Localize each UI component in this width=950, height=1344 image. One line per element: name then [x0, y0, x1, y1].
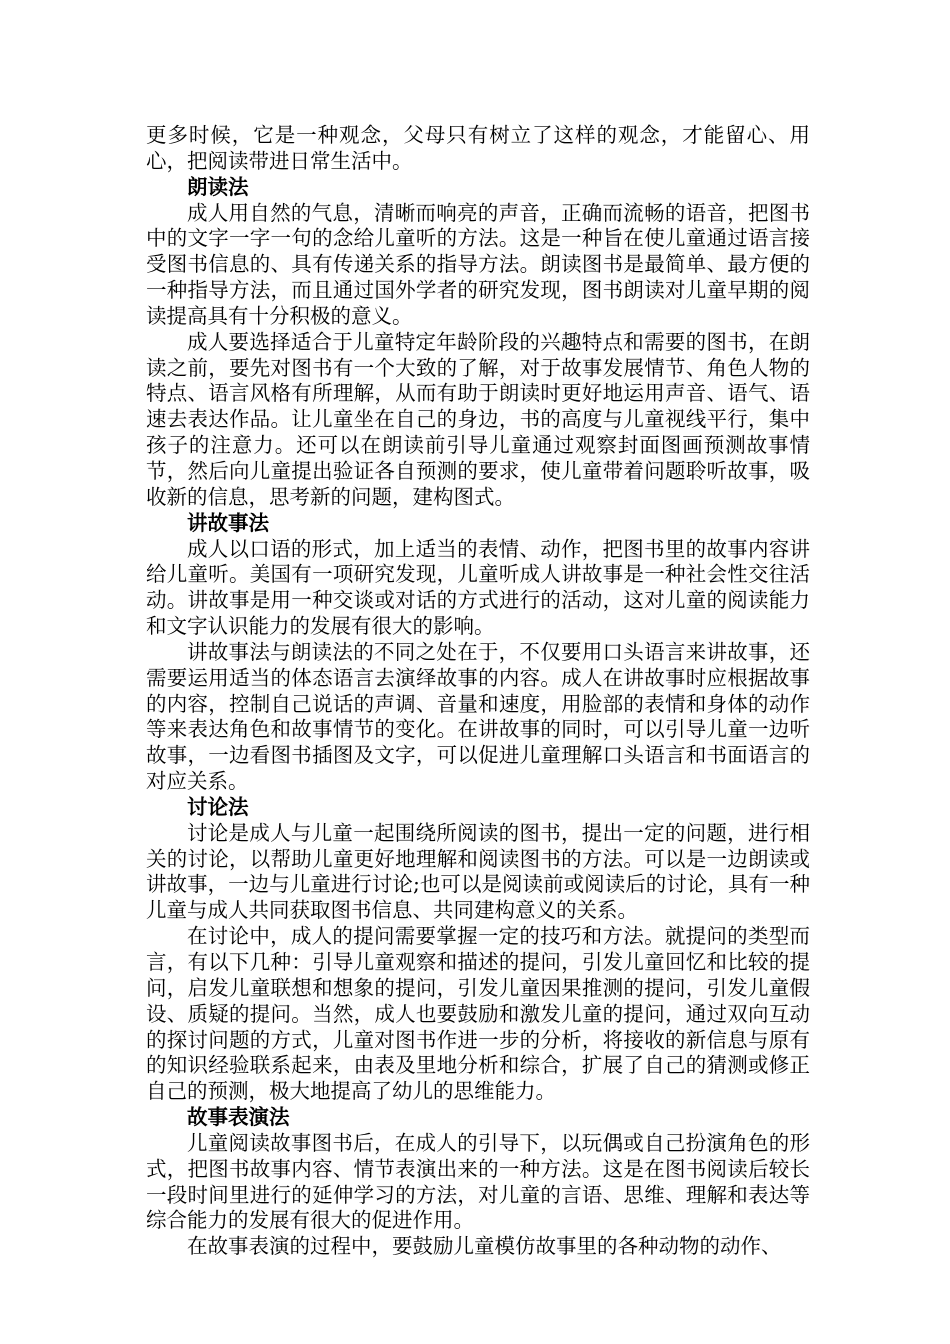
- paragraph-story-performance-1: 儿童阅读故事图书后，在成人的引导下，以玩偶或自己扮演角色的形式，把图书故事内容、情节表演出来的一种方法。这是在图书阅读后较长一段时间里进行的延伸学习的方法，对儿童的言语、思维、理解和表达等综合能力的发展有很大的促进作用。: [146, 1130, 810, 1233]
- heading-storytelling: 讲故事法: [187, 510, 269, 535]
- paragraph-story-performance-2: 在故事表演的过程中，要鼓励儿童模仿故事里的各种动物的动作、: [187, 1234, 782, 1259]
- heading-story-performance: 故事表演法: [187, 1105, 290, 1130]
- document-page: [146, 123, 810, 1260]
- paragraph-storytelling-1: 成人以口语的形式，加上适当的表情、动作，把图书里的故事内容讲给儿童听。美国有一项研究发现，儿童听成人讲故事是一种社会性交往活动。讲故事是用一种交谈或对话的方式进行的活动，这对儿童的阅读能力和文字认识能力的发展有很大的影响。: [146, 536, 810, 639]
- heading-discussion: 讨论法: [187, 794, 249, 819]
- paragraph-reading-aloud-2: 成人要选择适合于儿童特定年龄阶段的兴趣特点和需要的图书，在朗读之前，要先对图书有一个大致的了解，对于故事发展情节、角色人物的特点、语言风格有所理解，从而有助于朗读时更好地运用声音、语气、语速去表达作品。让儿童坐在自己的身边，书的高度与儿童视线平行，集中孩子的注意力。还可以在朗读前引导儿童通过观察封面图画预测故事情节，然后向儿童提出验证各自预测的要求，使儿童带着问题聆听故事，吸收新的信息，思考新的问题，建构图式。: [146, 329, 810, 509]
- heading-reading-aloud: 朗读法: [187, 174, 249, 199]
- paragraph-storytelling-2: 讲故事法与朗读法的不同之处在于，不仅要用口头语言来讲故事，还需要运用适当的体态语言去演绎故事的内容。成人在讲故事时应根据故事的内容，控制自己说话的声调、音量和速度，用脸部的表情和身体的动作等来表达角色和故事情节的变化。在讲故事的同时，可以引导儿童一边听故事，一边看图书插图及文字，可以促进儿童理解口头语言和书面语言的对应关系。: [146, 639, 810, 794]
- paragraph-intro-continued: 更多时候，它是一种观念，父母只有树立了这样的观念，才能留心、用心，把阅读带进日常生活中。: [146, 123, 810, 173]
- paragraph-discussion-1: 讨论是成人与儿童一起围绕所阅读的图书，提出一定的问题，进行相关的讨论，以帮助儿童更好地理解和阅读图书的方法。可以是一边朗读或讲故事，一边与儿童进行讨论;也可以是阅读前或阅读后的讨论，具有一种儿童与成人共同获取图书信息、共同建构意义的关系。: [146, 820, 810, 923]
- paragraph-reading-aloud-1: 成人用自然的气息，清晰而响亮的声音，正确而流畅的语音，把图书中的文字一字一句的念给儿童听的方法。这是一种旨在使儿童通过语言接受图书信息的、具有传递关系的指导方法。朗读图书是最简单、最方便的一种指导方法，而且通过国外学者的研究发现，图书朗读对儿童早期的阅读提高具有十分积极的意义。: [146, 200, 810, 328]
- paragraph-discussion-2: 在讨论中，成人的提问需要掌握一定的技巧和方法。就提问的类型而言，有以下几种：引导儿童观察和描述的提问，引发儿童回忆和比较的提问，启发儿童联想和想象的提问，引发儿童因果推测的提问，引发儿童假设、质疑的提问。当然，成人也要鼓励和激发儿童的提问，通过双向互动的探讨问题的方式，儿童对图书作进一步的分析，将接收的新信息与原有的知识经验联系起来，由表及里地分析和综合，扩展了自己的猜测或修正自己的预测，极大地提高了幼儿的思维能力。: [146, 924, 810, 1104]
